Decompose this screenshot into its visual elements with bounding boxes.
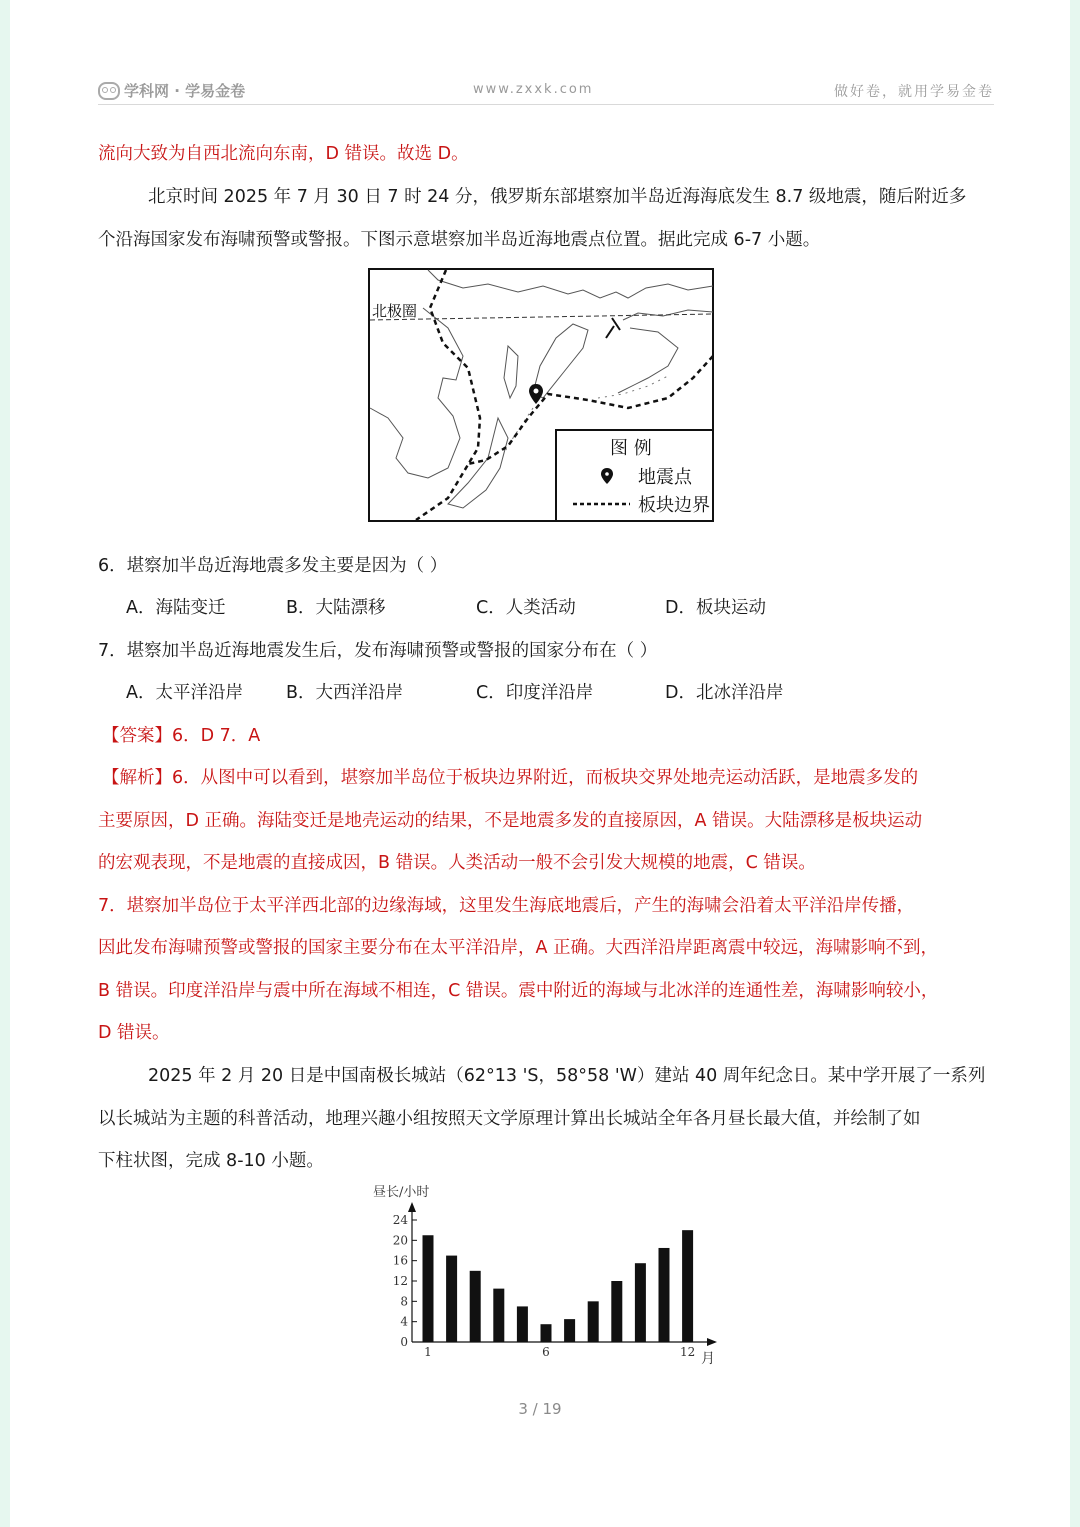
document-page	[10, 0, 1070, 1527]
intro-paragraph-1-line-1: 北京时间 2025 年 7 月 30 日 7 时 24 分，俄罗斯东部堪察加半岛近海海底发生 8.7 级地震，随后附近多	[148, 187, 967, 207]
chart-bar	[446, 1256, 457, 1342]
logo-text: 学科网 · 学易金卷	[124, 82, 246, 100]
intro-paragraph-2-line-3: 下柱状图，完成 8-10 小题。	[98, 1151, 324, 1171]
chart-ylabel: 昼长/小时	[373, 1185, 430, 1200]
chart-bar	[564, 1319, 575, 1342]
chart-y-tick-label: 24	[392, 1213, 408, 1227]
arctic-circle-label: 北极圈	[372, 302, 418, 320]
legend-boundary-label: 板块边界	[638, 495, 710, 516]
intro-paragraph-2-line-2: 以长城站为主题的科普活动，地理兴趣小组按照天文学原理计算出长城站全年各月昼长最大值，并绘制了如	[98, 1109, 921, 1129]
chart-x-tick-label: 12	[679, 1345, 696, 1359]
intro-paragraph-1-line-2: 个沿海国家发布海啸预警或警报。下图示意堪察加半岛近海地震点位置。据此完成 6-7 小题。	[98, 230, 821, 250]
prev-answer-tail: 流向大致为自西北流向东南，D 错误。故选 D。	[98, 144, 469, 164]
q6-option-d: D．板块运动	[665, 598, 766, 618]
explanation-line-4: 7．堪察加半岛位于太平洋西北部的边缘海域，这里发生海底地震后，产生的海啸会沿着太平洋沿岸传播，	[98, 896, 915, 916]
chart-bar	[588, 1301, 599, 1342]
chart-y-tick-label: 16	[392, 1253, 408, 1268]
q7-option-d: D．北冰洋沿岸	[665, 683, 784, 703]
question-7: 7．堪察加半岛近海地震发生后，发布海啸预警或警报的国家分布在（ ）	[98, 641, 658, 661]
chart-bar	[470, 1271, 481, 1342]
page-header	[98, 76, 994, 105]
q7-option-a: A．太平洋沿岸	[126, 683, 243, 703]
chart-bar	[541, 1324, 552, 1342]
question-6: 6．堪察加半岛近海地震多发主要是因为（ ）	[98, 556, 448, 576]
explanation-line-6: B 错误。印度洋沿岸与震中所在海域不相连，C 错误。震中附近的海域与北冰洋的连通性差，海啸影响较小，	[98, 981, 939, 1001]
page-number: 3 / 19	[518, 1400, 562, 1418]
header-slogan: 做好卷，就用学易金卷	[834, 84, 994, 100]
site-url: www.zxxk.com	[473, 82, 594, 97]
answer-line: 【答案】6．D 7．A	[102, 726, 261, 746]
chart-y-tick-label: 20	[392, 1233, 408, 1248]
chart-xlabel: 月	[701, 1351, 715, 1367]
chart-bars	[423, 1230, 694, 1342]
legend-quake-label: 地震点	[638, 467, 692, 488]
day-length-bar-chart	[370, 1180, 730, 1370]
legend-title: 图 例	[610, 438, 652, 459]
chart-bar	[493, 1289, 504, 1342]
explanation-line-5: 因此发布海啸预警或警报的国家主要分布在太平洋沿岸，A 正确。大西洋沿岸距离震中较远，海啸影响不到，	[98, 938, 939, 958]
q6-option-c: C．人类活动	[476, 598, 576, 618]
chart-x-tick-label: 6	[542, 1345, 550, 1359]
map-legend	[556, 430, 713, 521]
chart-bar	[423, 1235, 434, 1342]
q6-option-a: A．海陆变迁	[126, 598, 226, 618]
chart-y-tick-label: 12	[392, 1274, 408, 1288]
earthquake-map	[368, 268, 714, 522]
chart-y-tick-label: 4	[400, 1314, 408, 1329]
chart-bar	[517, 1306, 528, 1342]
q7-option-b: B．大西洋沿岸	[286, 683, 404, 703]
logo	[98, 80, 245, 101]
q7-option-c: C．印度洋沿岸	[476, 683, 594, 703]
explanation-line-1: 【解析】6．从图中可以看到，堪察加半岛位于板块边界附近，而板块交界处地壳运动活跃，是地震多发的	[102, 768, 919, 788]
intro-paragraph-2-line-1: 2025 年 2 月 20 日是中国南极长城站（62°13 'S，58°58 'W）建站 40 周年纪念日。某中学开展了一系列	[148, 1066, 986, 1086]
chart-bar	[635, 1263, 646, 1342]
chart-bar	[659, 1248, 670, 1342]
chart-x-tick-label: 1	[424, 1345, 432, 1359]
q6-option-b: B．大陆漂移	[286, 598, 386, 618]
chart-bar	[611, 1281, 622, 1342]
chart-bar	[682, 1230, 693, 1342]
explanation-line-7: D 错误。	[98, 1023, 170, 1043]
explanation-line-3: 的宏观表现，不是地震的直接成因，B 错误。人类活动一般不会引发大规模的地震，C 错误。	[98, 853, 816, 873]
chart-y-tick-label: 8	[400, 1294, 408, 1309]
explanation-line-2: 主要原因，D 正确。海陆变迁是地壳运动的结果，不是地震多发的直接原因，A 错误。大陆漂移是板块运动	[98, 811, 923, 831]
logo-icon	[98, 82, 120, 100]
chart-y-tick-label: 0	[400, 1335, 408, 1349]
